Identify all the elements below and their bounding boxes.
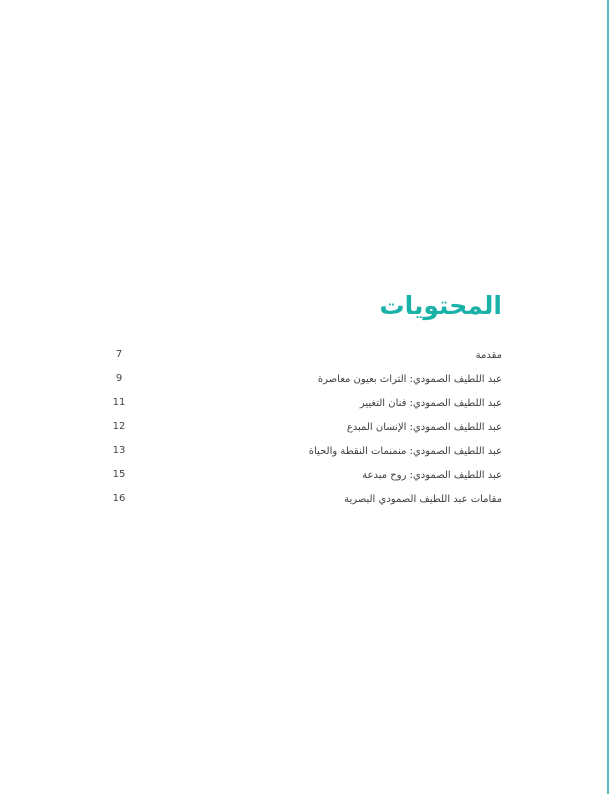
toc-entry-label: عبد اللطيف الصمودي: الإنسان المبدع: [346, 422, 502, 433]
toc-entry-label: عبد اللطيف الصمودي: روح مبدعة: [362, 470, 502, 481]
page-edge-line: [607, 0, 609, 794]
toc-entry-heritage[interactable]: [110, 370, 502, 394]
toc-entry-label: عبد اللطيف الصمودي: فنان التغيير: [359, 398, 502, 409]
toc-entry-creative-spirit[interactable]: [110, 466, 502, 490]
toc-entry-page-number: 9: [115, 373, 123, 384]
toc-entry-creative-human[interactable]: [110, 418, 502, 442]
toc-entry-page-number: 7: [115, 349, 123, 360]
toc-entry-visual-maqamat[interactable]: [110, 490, 502, 514]
toc-entry-label: عبد اللطيف الصمودي: التراث بعيون معاصرة: [317, 374, 502, 385]
toc-entry-page-number: 16: [112, 493, 126, 504]
toc-entry-label: عبد اللطيف الصمودي: منمنمات النقطة والحياة: [308, 446, 502, 457]
page-title: المحتويات: [379, 291, 502, 320]
toc-entry-artist-of-change[interactable]: [110, 394, 502, 418]
toc-entry-page-number: 11: [112, 397, 126, 408]
toc-entry-label: مقامات عبد اللطيف الصمودي البصرية: [344, 494, 502, 505]
toc-entry-page-number: 13: [112, 445, 126, 456]
table-of-contents: [110, 346, 502, 514]
toc-entry-introduction[interactable]: [110, 346, 502, 370]
toc-entry-page-number: 12: [112, 421, 126, 432]
toc-entry-label: مقدمة: [475, 350, 502, 361]
toc-entry-page-number: 15: [112, 469, 126, 480]
toc-entry-miniatures[interactable]: [110, 442, 502, 466]
